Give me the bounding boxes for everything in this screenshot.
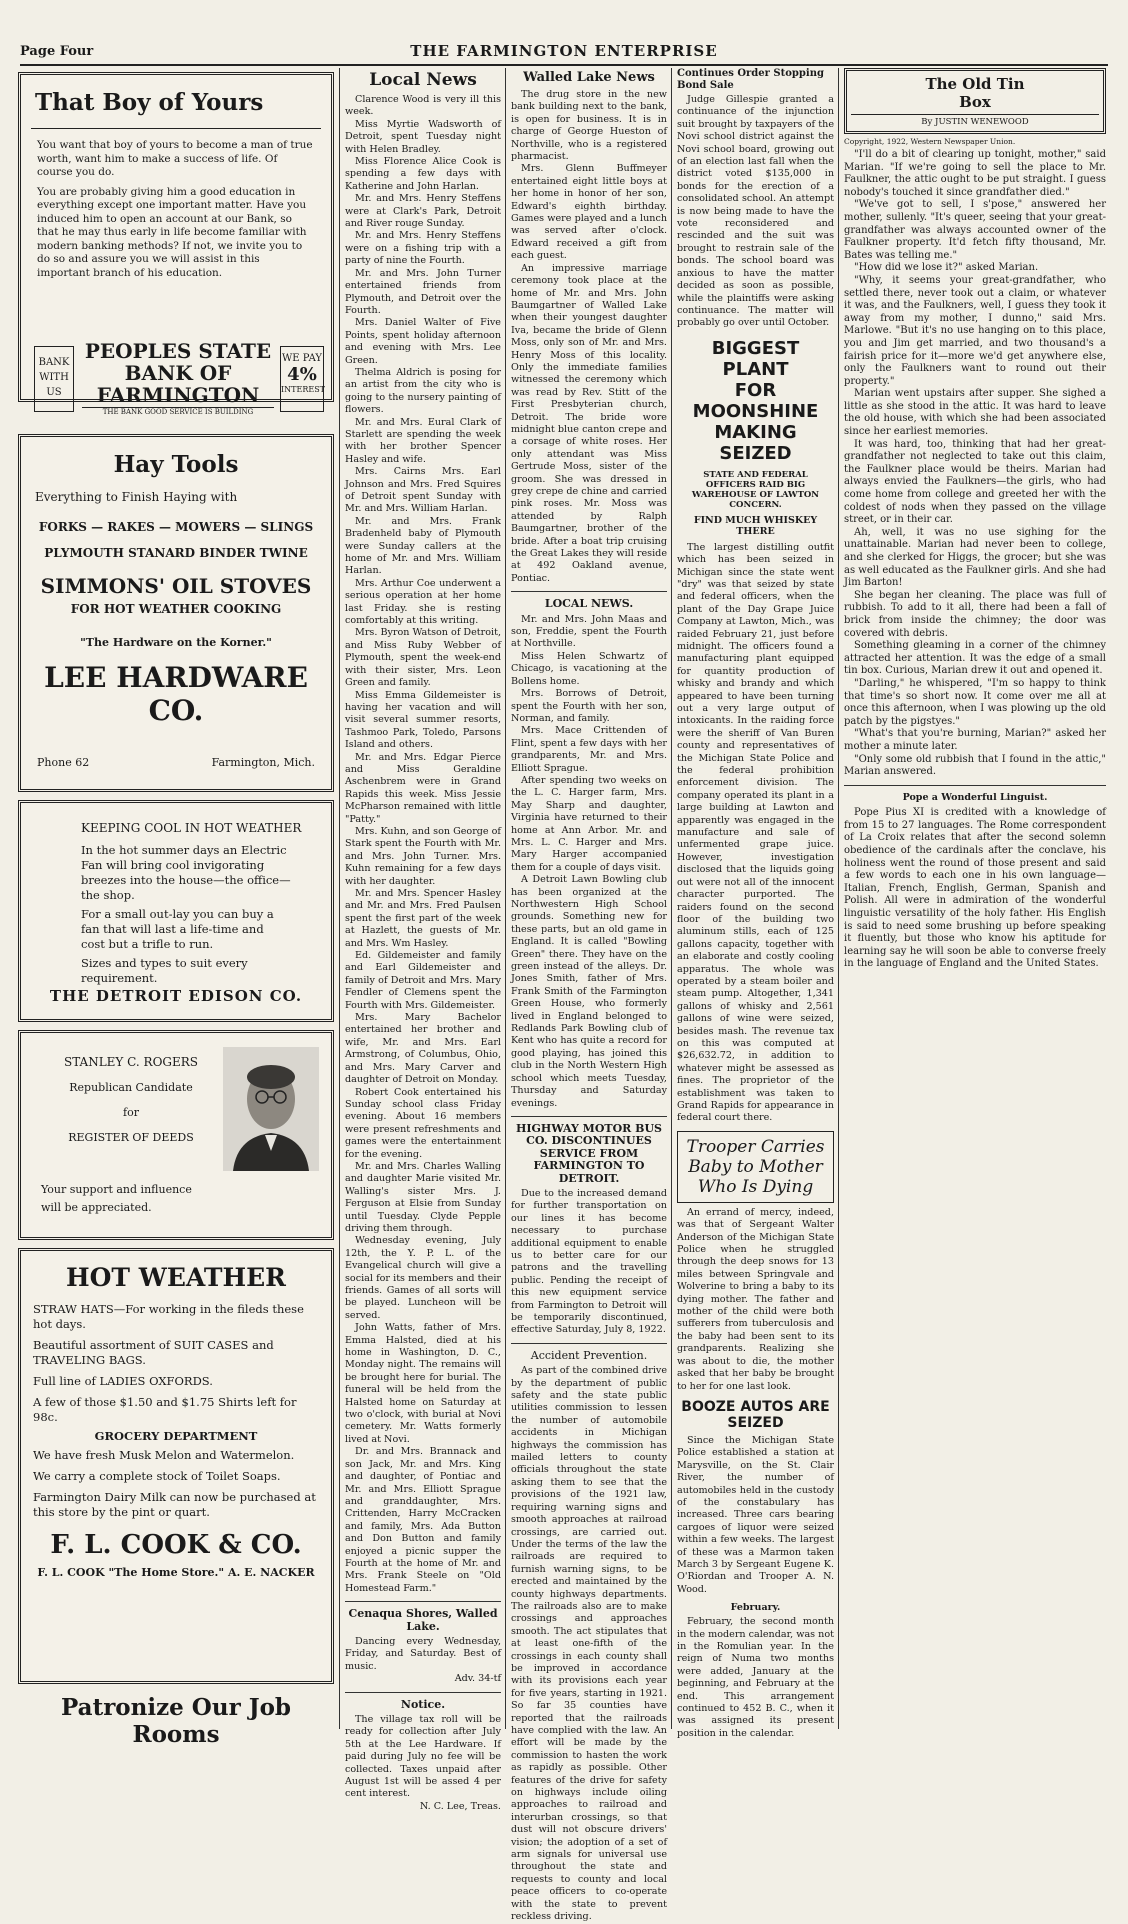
- story-byline: By JUSTIN WENEWOOD: [851, 114, 1099, 127]
- candidate-portrait: [223, 1047, 319, 1171]
- peoples-bank-ad: [18, 340, 334, 428]
- bank-name: [82, 340, 274, 416]
- article-body: [677, 1616, 834, 1740]
- bank-motto: THE BANK GOOD SERVICE IS BUILDING: [82, 407, 274, 416]
- story-paragraph: "What's that you're burning, Marian?" asked her mother a minute later.: [844, 728, 1106, 752]
- ad-line: PLYMOUTH STANARD BINDER TWINE: [44, 546, 308, 560]
- store-footer: F. L. COOK "The Home Store." A. E. NACKER: [37, 1566, 315, 1579]
- article-body: [677, 1435, 834, 1596]
- phone: Phone 62: [37, 756, 90, 769]
- walled-lake-items: [511, 89, 667, 1924]
- article-heading: Continues Order Stopping Bond Sale: [677, 68, 824, 91]
- news-item: Mrs. Mace Crittenden of Flint, spent a few days with her grandparents, Mr. and Mrs. Elliott Sprague.: [511, 725, 667, 774]
- news-item: Wednesday evening, July 12th, the Y. P. L. of the Evangelical church will give a social for its members and their friends. Games of all sorts will be played. Luncheon will be served.: [345, 1235, 501, 1321]
- story-title: The Old Tin: [925, 75, 1025, 93]
- ad-subhead: Everything to Finish Haying with: [35, 490, 238, 504]
- article-heading: Trooper Carries Baby to Mother Who Is Dying: [677, 1131, 834, 1203]
- adv-marker: Adv. 34-tf: [454, 1673, 501, 1685]
- news-item: The drug store in the new bank building next to the bank, is open for business. It is in charge of George Hueston of Northville, who is a registered pharmacist.: [511, 89, 667, 163]
- news-item: Mrs. Borrows of Detroit, spent the Fourth with her son, Norman, and family.: [511, 688, 667, 724]
- ad-headline: Hay Tools: [113, 451, 239, 478]
- story-paragraph: "Darling," he whispered, "I'm so happy to think that time's so short now. It come over me all at once this afternoon, when I was plowing up the old patch by the pigstyes.": [844, 677, 1106, 727]
- ad-line: FORKS — RAKES — MOWERS — SLINGS: [38, 520, 314, 534]
- news-item: Mrs. Byron Watson of Detroit, and Miss Ruby Webber of Plymouth, spent the week-end with their sister, Mrs. Leon Green and family.: [345, 627, 501, 689]
- story-paragraph: "I'll do a bit of clearing up tonight, mother," said Marian. "If we're going to sell the place to Mr. Faulkner, the attic ought to be put straight. I guess nobody's touched it since grandfather died.": [844, 149, 1106, 198]
- news-item: Mrs. Kuhn, and son George of Stark spent the Fourth with Mr. and Mrs. John Turner. Mrs. Kuhn remaining for a few days with her daughter.: [345, 825, 501, 887]
- story-title: Box: [959, 93, 991, 111]
- hay-tools-ad: [18, 434, 334, 792]
- ad-paragraph: You want that boy of yours to become a man of true worth, want him to make a success of life. Of course you do.: [37, 139, 313, 178]
- ad-line: Farmington Dairy Milk can now be purchased at this store by the pint or quart.: [33, 1490, 316, 1519]
- company-name: THE DETROIT EDISON CO.: [49, 987, 303, 1005]
- news-item: Thelma Aldrich is posing for an artist from the city who is going to the nursery painting of flowers.: [345, 366, 501, 416]
- story-title-box: [844, 68, 1106, 134]
- article-paragraph: Since the Michigan State Police established a station at Marysville, on the St. Clair River, the number of automobiles held in the custody of the constabulary has increased. Three cars bearing cargoes of liquor were seized within a few weeks. The largest of these was a Marmon taken March 3 by Sergeant Eugene K. O'Riordan and Trooper A. N. Wood.: [677, 1434, 834, 1595]
- ad-line: SIMMONS' OIL STOVES: [40, 574, 312, 598]
- news-item: The village tax roll will be ready for collection after July 5th at the Lee Hardware. If paid during July no fee will be collected. Taxes unpaid after August 1st will be assed 4 per cent interest.: [345, 1714, 501, 1800]
- ad-line: Beautiful assortment of SUIT CASES and TRAVELING BAGS.: [33, 1338, 274, 1367]
- ad-line: FOR HOT WEATHER COOKING: [70, 602, 282, 616]
- news-item: Mr. and Mrs. Eural Clark of Starlett are spending the week with her brother Spencer Hasley and wife.: [345, 416, 501, 465]
- candidate-line: for: [123, 1106, 139, 1119]
- news-item: A Detroit Lawn Bowling club has been organized at the Northwestern High School grounds. Something new for these parts, but an old game in England. It is called "Bowling Green" there. They have on the green instead of the alleys. Dr. Jones Smith, father of Mrs. Frank Smith of the Farmington Green House, who formerly lived in England belonged to Redlands Park Bowling club of Kent who has quite a record for good playing, has joined this club in the North Western High school which meets Tuesday, Thursday and Saturday evenings.: [511, 874, 667, 1109]
- bank-with-us-box: [34, 346, 74, 412]
- interest-label: INTEREST: [281, 385, 326, 394]
- story-paragraph: Marian went upstairs after supper. She sighed a little as she stood in the attic. It was hard to leave the old house, with which she had been associated since her earliest memories.: [844, 388, 1106, 438]
- news-item: Mr. and Mrs. Spencer Hasley and Mr. and Mrs. Fred Paulsen spent the first part of the week at Hazlett, the guests of Mr. and Mrs. Wm Hasley.: [345, 888, 501, 949]
- candidate-line: REGISTER OF DEEDS: [68, 1131, 194, 1144]
- news-item: Miss Myrtie Wadsworth of Detroit, spent Tuesday night with Helen Bradley.: [345, 118, 501, 155]
- news-item: Mrs. Arthur Coe underwent a serious operation at her home last Friday. she is resting comfortably at this writing.: [345, 577, 501, 627]
- candidate-line: Republican Candidate: [69, 1081, 193, 1094]
- news-item: Clarence Wood is very ill this week.: [345, 94, 501, 118]
- ad-headline: KEEPING COOL IN HOT WEATHER: [81, 821, 302, 835]
- column-rule: [339, 68, 340, 1729]
- heading-line: FOR MOONSHINE: [692, 379, 819, 422]
- state-news-column: [677, 68, 834, 1739]
- news-item: Mr. and Mrs. Edgar Pierce and Miss Geraldine Aschenbrem were in Grand Rapids this week. Miss Jessie McPharson remained with little "Patty.": [345, 751, 501, 825]
- ad-body: [81, 843, 291, 986]
- story-paragraph: Pope Pius XI is credited with a knowledge of from 15 to 27 languages. The Rome correspondent of La Croix relates that after the second solemn obedience of the cardinals after the conclave, his holiness went the round of those present and said a few words to each one in his own language—Italian, French, English, German, Spanish and Polish. All were in admiration of the wonderful linguistic versatility of the holy father. His English is said to need some brushing up before speaking it fluently, but those who know his aptitude for learning say he will soon be able to converse freely in the language of England and the United States.: [844, 807, 1106, 970]
- news-item: Mr. and Mrs. Henry Steffens were on a fishing trip with a party of nine the Fourth.: [345, 230, 501, 267]
- news-item: Mrs. Mary Bachelor entertained her brother and wife, Mr. and Mrs. Earl Armstrong, of Columbus, Ohio, and Mrs. Mary Carver and daughter of Detroit on Monday.: [345, 1012, 501, 1086]
- news-item: Mr. and Mrs. John Turner entertained friends from Plymouth, and Detroit over the Fourth.: [345, 267, 501, 316]
- town: Farmington, Mich.: [211, 756, 315, 769]
- story-paragraph: Ah, well, it was no use sighing for the unattainable. Marian had never been to college, and she clerked for Higgs, the grocer; but she was as well educated as the Faulkner girls. And she had Jim Barton!: [844, 526, 1107, 589]
- interest-label: WE PAY: [282, 353, 322, 364]
- article-paragraph: An errand of mercy, indeed, was that of Sergeant Walter Anderson of the Michigan State Police when he struggled through the deep snows for 13 miles between Springvale and Wolverine to bring a baby to its dying mother. The father and mother of the child were both sufferers from tuberculosis and the baby had been sent to its grandparents. Realizing she was about to die, the mother asked that her baby be brought to her for one last look.: [677, 1206, 834, 1392]
- news-item: Dr. and Mrs. Brannack and son Jack, Mr. and Mrs. King and daughter, of Pontiac and Mr. and Mrs. Elliott Sprague and granddaughter, Mrs. Crittenden, Harry McCracken and family, Mrs. Ada Button and Don Button and family enjoyed a picnic supper the Fourth at the home of Mr. and Mrs. Frank Steele on "Old Homestead Farm.": [345, 1446, 501, 1594]
- interest-box: [280, 346, 324, 412]
- story-paragraph: She began her cleaning. The place was full of rubbish. To add to it all, there had been a fall of brick from inside the chimney; the door was covered with debris.: [844, 589, 1106, 639]
- article-subheading: STATE AND FEDERAL OFFICERS RAID BIG WAREHOUSE OF LAWTON CONCERN.: [691, 469, 820, 510]
- ad-paragraph: In the hot summer days an Electric Fan will bring cool invigorating breezes into the house—the office—the shop.: [81, 843, 291, 902]
- news-item: Miss Helen Schwartz of Chicago, is vacationing at the Bollens home.: [511, 650, 667, 687]
- bank-name-line: FARMINGTON: [96, 383, 260, 407]
- ad-line: A few of those $1.50 and $1.75 Shirts left for 98c.: [33, 1395, 297, 1424]
- news-item: Mrs. Daniel Walter of Five Points, spent holiday afternoon and evening with Mrs. Lee Green.: [345, 317, 501, 366]
- local-news-column: [345, 68, 501, 1812]
- story-paragraph: "How did we lose it?" asked Marian.: [854, 262, 1039, 274]
- article-heading: [677, 338, 834, 464]
- section-heading: Pope a Wonderful Linguist.: [902, 791, 1048, 803]
- column-rule: [671, 68, 672, 1729]
- news-item: Mrs. Cairns Mrs. Earl Johnson and Mrs. Fred Squires of Detroit spent Sunday with Mr. and Mrs. William Harlan.: [345, 466, 501, 515]
- ad-headline: That Boy of Yours: [35, 89, 264, 116]
- news-item: An impressive marriage ceremony took place at the home of Mr. and Mrs. John Baumgartner of Walled Lake when their youngest daughter Iva, became the bride of Glenn Moss, only son of Mr. and Mrs. Henry Moss of this locality. Only the immediate families witnessed the ceremony which was read by Rev. Stitt of the First Presbyterian church, Detroit. The bride wore midnight blue canton crepe and a corsage of white roses. Her only attendant was Miss Gertrude Moss, sister of the groom. She was dressed in grey crepe de chine and carried pink roses. Mr. Moss was attended by Ralph Baumgartner, brother of the bride. After a boat trip cruising the Great Lakes they will reside at 492 Oakland avenue, Pontiac.: [511, 262, 668, 584]
- copyright-line: Copyright, 1922, Western Newspaper Union.: [844, 137, 1016, 146]
- ad-body: [33, 1302, 319, 1520]
- walled-lake-column: [511, 68, 668, 1923]
- story-column: [844, 68, 1106, 1729]
- section-heading: Cenaqua Shores, Walled Lake.: [348, 1607, 498, 1633]
- ad-paragraph: You are probably giving him a good education in everything except one important matter. Have you induced him to open an account at our Bank, so that he may thus early in life become familiar with modern banking methods? If not, we invite you to do so and assure you we will assist in this important branch of his education.: [37, 185, 307, 279]
- story-paragraph: "Why, it seems your great-grandfather, who settled there, never took out a claim, or whatever it was, and the Faulkners, well, I guess they took it away from my mother, I dunno," said Mrs. Marlowe. "But it's no use hanging on to this place, you and Jim get married, and two thousand's a fairish price for it—more we'd get anywhere else, only the Faulkners want to round out their property.": [844, 274, 1106, 387]
- article-subheading: FIND MUCH WHISKEY THERE: [693, 514, 818, 537]
- ad-line: GROCERY DEPARTMENT: [94, 1429, 258, 1443]
- heading-line: BIGGEST PLANT: [711, 337, 800, 380]
- story-paragraph: "Only some old rubbish that I found in the attic," Marian answered.: [844, 753, 1106, 778]
- bank-name-line: PEOPLES STATE: [84, 339, 272, 363]
- bank-label: US: [46, 387, 62, 398]
- candidate-name: STANLEY C. ROGERS: [63, 1055, 199, 1069]
- news-item: Miss Emma Gildemeister is having her vacation and will visit several summer resorts, Tashmoo Park, Toledo, Parsons Island and others.: [345, 689, 501, 751]
- article-paragraph: Judge Gillespie granted a continuance of the injunction suit brought by taxpayers of the Novi school district against the Novi school board, growing out of an election last fall when the district voted $135,000 in bonds for the erection of a consolidated school. An attempt is now being made to have the vote reconsidered and rescinded and the suit was brought to restrain sale of the bonds. The school board was anxious to have the matter decided as soon as possible, while the plaintiffs were asking continuance. The matter will probably go over until October.: [677, 94, 834, 329]
- section-heading: February.: [730, 1602, 781, 1614]
- news-item: Due to the increased demand for further transportation on our lines it has become necessary to purchase additional equipment to enable us to better care for our patrons and the travelling public. Pending the receipt of this new equipment service from Farmington to Detroit will be temporarily discontinued, effective Saturday, July 8, 1922.: [511, 1187, 667, 1336]
- section-heading: Notice.: [400, 1697, 446, 1711]
- rogers-ad: [18, 1030, 334, 1240]
- ad-line: We have fresh Musk Melon and Watermelon.: [33, 1448, 295, 1462]
- news-item: Mr. and Mrs. Frank Bradenheld baby of Plymouth were Sunday callers at the home of Mr. and Mrs. William Harlan.: [345, 515, 501, 577]
- local-news-items: [345, 94, 501, 1813]
- ad-line: Full line of LADIES OXFORDS.: [33, 1374, 213, 1388]
- column-heading: Local News: [369, 70, 477, 90]
- store-name: LEE HARDWARE CO.: [44, 661, 308, 727]
- bank-label: WITH: [39, 372, 69, 383]
- section-heading: LOCAL NEWS.: [544, 597, 634, 611]
- store-name: F. L. COOK & CO.: [50, 1530, 302, 1560]
- article-body: [677, 542, 834, 1125]
- story-body: [844, 149, 1106, 971]
- news-item: As part of the combined drive by the department of public safety and the state public utilities commission to lessen the number of automobile accidents in Michigan highways the commission has mailed letters to county officials throughout the state asking them to see that the provisions of the 1921 law, requiring warning signs and smooth approaches at railroad crossings, are carried out. Under the terms of the law the railroads are required to furnish warning signs, to be erected and maintained by the county highways departments. The railroads also are to make crossings and approaches smooth. The act stipulates that at least one-fifth of the crossings in each county shall be improved in accordance with its provisions each year for five years, starting in 1921. So far 35 counties have reported that the railroads have complied with the law. An effort will be made by the commission to hasten the work as rapidly as possible. Other features of the drive for safety on highways include oiling approaches to railroad and interurban crossings, so that dust will not obscure drivers' vision; the adoption of a set of arm signals for universal use throughout the state and requests to county and local peace officers to co-operate with the state to prevent reckless driving.: [511, 1365, 667, 1923]
- candidate-line: will be appreciated.: [41, 1201, 152, 1214]
- signature: N. C. Lee, Treas.: [419, 1800, 501, 1812]
- news-item: Miss Florence Alice Cook is spending a few days with Katherine and John Harlan.: [345, 156, 501, 192]
- page-number: Page Four: [20, 44, 94, 59]
- heading-line: MAKING SEIZED: [714, 421, 797, 464]
- ad-slogan: "The Hardware on the Korner.": [80, 636, 272, 649]
- column-rule: [505, 68, 506, 1729]
- ad-headline: HOT WEATHER: [66, 1263, 286, 1292]
- ad-paragraph: Sizes and types to suit every requirement.: [81, 956, 248, 985]
- section-heading: Accident Prevention.: [530, 1348, 648, 1362]
- bank-name-line: BANK OF: [124, 361, 232, 385]
- article-body: [677, 1207, 834, 1393]
- news-item: Mr. and Mrs. John Maas and son, Freddie, spent the Fourth at Northville.: [511, 613, 667, 650]
- news-item: Mr. and Mrs. Henry Steffens were at Clark's Park, Detroit and River rouge Sunday.: [345, 193, 501, 230]
- edison-ad: [18, 800, 334, 1022]
- job-rooms-ad: Patronize Our Job Rooms: [60, 1694, 291, 1748]
- article-paragraph: The largest distilling outfit which has been seized in Michigan since the state went "dry" was that seized by state and federal officers, when the plant of the Day Grape Juice Company at Lawton, Mich., was raided February 21, just before midnight. The officers found a manufacturing plant equipped for quantity production of whisky and brandy and which appeared to have been turning out a very large output of intoxicants. In the raiding force were the sheriff of Van Buren county and representatives of the Michigan State Police and the federal prohibition enforcement division. The company operated its plant in a large building at Lawton and apparently was engaged in the manufacture and sale of unfermented grape juice. However, investigation disclosed that the liquids going out were not all of the innocent character purported. The raiders found on the second floor of the building two aluminum stills, each of 125 gallons capacity, together with an elaborate and costly cooling apparatus. The whole was operated by a steam boiler and steam pump. Altogether, 1,341 gallons of whisky and 2,561 gallons of wine were seized, besides mash. The revenue tax on this was computed at $26,632.72, in addition to whatever might be assessed as fines. The proprietor of the establishment was taken to Grand Rapids for appearance in federal court there.: [677, 541, 834, 1124]
- article-body: [677, 94, 834, 330]
- news-item: Mr. and Mrs. Charles Walling and daughter Marie visited Mr. Walling's sister Mrs. J. Ferguson at Elsie from Sunday until Tuesday. Clyde Pepple driving them through.: [345, 1160, 501, 1234]
- ad-line: STRAW HATS—For working in the fileds these hot days.: [33, 1302, 304, 1331]
- interest-rate: 4%: [287, 364, 317, 385]
- cook-ad: [18, 1248, 334, 1684]
- article-heading: BOOZE AUTOS ARE SEIZED: [681, 1398, 830, 1431]
- news-item: Ed. Gildemeister and family and Earl Gildemeister and family of Detroit and Mrs. Mary Fendler of Clemens spent the Fourth with Mrs. Gildemeister.: [345, 950, 501, 1011]
- article-paragraph: February, the second month in the modern calendar, was not in the Romulian year. In the reign of Numa two months were added, January at the beginning, and February at the end. This arrangement continued to 452 B. C., when it was assigned its present position in the calendar.: [677, 1616, 834, 1739]
- story-paragraph: It was hard, too, thinking that had her great-grandfather not neglected to take out this claim, the Faulkner place would be theirs. Marian had always envied the Faulkners—the girls, who had come home from college and greeted her with the coldest of nods when they passed on the village street, or in their car.: [844, 438, 1106, 526]
- masthead: [20, 42, 1108, 66]
- column-rule: [838, 68, 839, 1729]
- news-item: Mrs. Glenn Buffmeyer entertained eight little boys at her home in honor of her son, Edward's eighth birthday. Games were played and a lunch was served after o'clock. Edward received a gift from each guest.: [511, 163, 667, 262]
- ad-paragraph: For a small out-lay you can buy a fan that will last a life-time and cost but a trifle to run.: [81, 907, 274, 951]
- ad-body: [21, 139, 331, 280]
- news-item: Dancing every Wednesday, Friday, and Saturday. Best of music.: [345, 1635, 501, 1672]
- candidate-line: Your support and influence: [41, 1183, 192, 1196]
- ad-line: We carry a complete stock of Toilet Soaps.: [33, 1469, 281, 1483]
- section-heading: HIGHWAY MOTOR BUS CO. DISCONTINUES SERVICE FROM FARMINGTON TO DETROIT.: [516, 1121, 662, 1185]
- bank-label: BANK: [38, 357, 70, 368]
- news-item: Robert Cook entertained his Sunday school class Friday evening. About 16 members were present refreshments and games were the entertainment for the evening.: [345, 1086, 501, 1160]
- story-paragraph: "We've got to sell, I s'pose," answered her mother, sullenly. "It's queer, seeing that your great-grandfather was always accounted owner of the Faulkner property. It'd fetch fifty thousand, Mr. Bates was telling me.": [844, 199, 1106, 261]
- story-paragraph: Something gleaming in a corner of the chimney attracted her attention. It was the edge of a small tin box. Curious, Marian drew it out and opened it.: [844, 640, 1106, 677]
- news-item: After spending two weeks on the L. C. Harger farm, Mrs. May Sharp and daughter, Virginia have returned to their home at Ann Arbor. Mr. and Mrs. L. C. Harger and Mrs. Mary Harger accompanied them for a couple of days visit.: [511, 774, 667, 873]
- newspaper-title: THE FARMINGTON ENTERPRISE: [410, 42, 718, 60]
- news-item: John Watts, father of Mrs. Emma Halsted, died at his home in Washington, D. C., Monday night. The remains will be brought here for burial. The funeral will be held from the Halsted home on Saturday at two o'clock, with burial at Novi cemetery. Mr. Watts formerly lived at Novi.: [345, 1322, 501, 1445]
- candidate-text: [41, 1055, 221, 1144]
- column-heading: Walled Lake News: [523, 70, 655, 85]
